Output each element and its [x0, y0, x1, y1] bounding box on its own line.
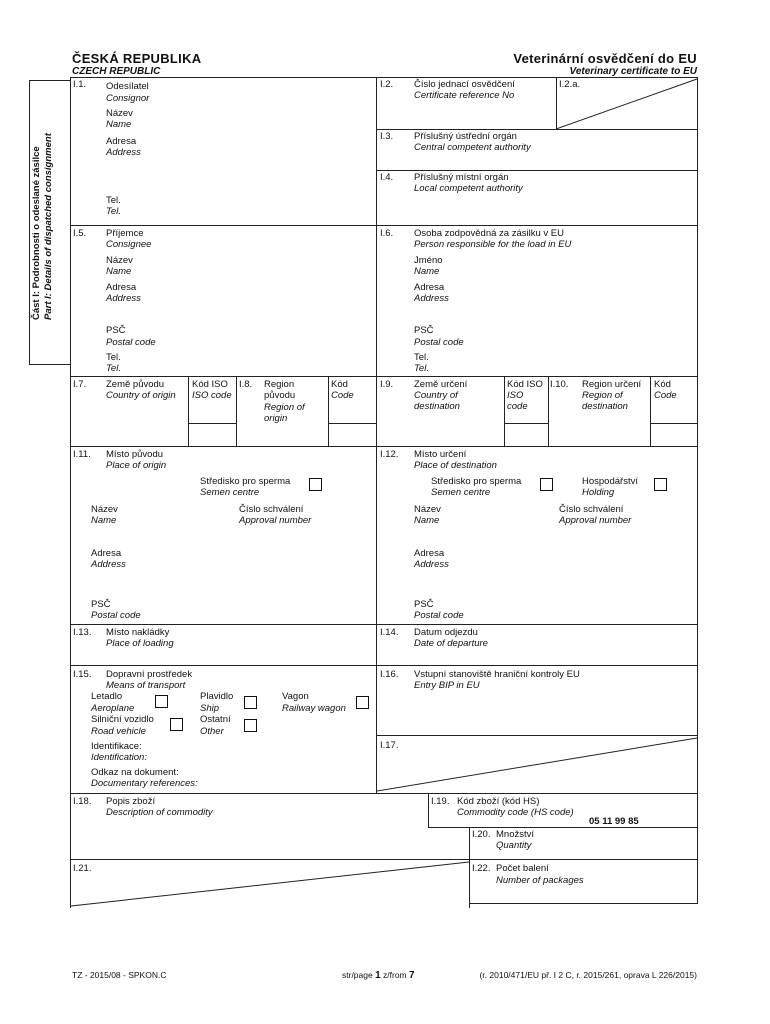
name-label-en: Name [106, 266, 132, 277]
tel-label-cz: Tel. [414, 352, 429, 363]
label-cz: Odesílatel [106, 81, 149, 92]
label-en: Consignee [106, 239, 152, 250]
approval-label-cz: Číslo schválení [239, 504, 304, 515]
box-number: I.3. [380, 131, 394, 142]
box-number: I.6. [380, 228, 394, 239]
label-en-line1: Region of [264, 402, 305, 413]
label-en-line2: origin [264, 413, 288, 424]
tel-label-cz: Tel. [106, 352, 121, 363]
railway-wagon-label-cz: Vagon [282, 691, 309, 702]
address-label-cz: Adresa [414, 282, 445, 293]
railway-wagon-label-en: Railway wagon [282, 703, 346, 714]
label-cz: Příslušný ústřední orgán [414, 131, 517, 142]
label-en: Place of loading [106, 638, 174, 649]
label-cz: Země určení [414, 379, 468, 390]
name-label-cz: Jméno [414, 255, 443, 266]
label-en: Place of origin [106, 460, 167, 471]
footer-page-indicator: str/page 1 z/from 7 [342, 970, 415, 981]
label-en: Certificate reference No [414, 90, 515, 101]
ship-checkbox[interactable] [244, 696, 257, 709]
box-number: I.17. [380, 740, 399, 751]
label-cz-line1: Region [264, 379, 295, 390]
aeroplane-checkbox[interactable] [155, 695, 168, 708]
box-number: I.14. [380, 627, 399, 638]
iso-label-en-line1: ISO [507, 390, 524, 401]
semen-centre-origin-checkbox[interactable] [309, 478, 322, 491]
box-number: I.19. [431, 796, 450, 807]
label-cz: Vstupní stanoviště hraniční kontroly EU [414, 669, 580, 680]
box-number: I.4. [380, 172, 394, 183]
address-label-cz: Adresa [414, 548, 445, 559]
box-number: I.1. [73, 79, 87, 90]
road-vehicle-label-en: Road vehicle [91, 726, 146, 737]
railway-wagon-checkbox[interactable] [356, 696, 369, 709]
box-number: I.8. [239, 379, 253, 390]
postal-label-en: Postal code [414, 337, 464, 348]
aeroplane-label-en: Aeroplane [91, 703, 135, 714]
postal-label-en: Postal code [414, 610, 464, 621]
identification-label-cz: Identifikace: [91, 741, 142, 752]
tel-label-en: Tel. [106, 206, 121, 217]
address-label-en: Address [91, 559, 126, 570]
identification-label-en: Identification: [91, 752, 147, 763]
other-transport-checkbox[interactable] [244, 719, 257, 732]
postal-label-cz: PSČ [91, 599, 111, 610]
address-label-cz: Adresa [106, 282, 137, 293]
holding-checkbox[interactable] [654, 478, 667, 491]
footer-legal-reference: (r. 2010/471/EU př. I 2 C, r. 2015/261, oprava L 226/2015) [479, 970, 697, 980]
label-en: Person responsible for the load in EU [414, 239, 572, 250]
address-label-cz: Adresa [91, 548, 122, 559]
iso-label-cz: Kód ISO [507, 379, 543, 390]
label-cz: Místo nakládky [106, 627, 170, 638]
iso-label-cz: Kód ISO [192, 379, 228, 390]
label-en: Central competent authority [414, 142, 531, 153]
label-cz: Místo původu [106, 449, 164, 460]
aeroplane-label-cz: Letadlo [91, 691, 123, 702]
code-label-cz: Kód [654, 379, 671, 390]
label-en: Country of origin [106, 390, 176, 401]
name-label-en: Name [91, 515, 117, 526]
postal-label-en: Postal code [91, 610, 141, 621]
ship-label-cz: Plavidlo [200, 691, 234, 702]
part-one-side-label: Část I: Podrobnosti o odeslané zásilce Part I: Details of dispatched consignment [31, 133, 54, 320]
name-label-en: Name [106, 119, 132, 130]
postal-label-cz: PSČ [414, 325, 434, 336]
box-number: I.20. [472, 829, 491, 840]
box-number: I.22. [472, 863, 491, 874]
address-label-en: Address [414, 293, 449, 304]
ship-label-en: Ship [200, 703, 220, 714]
label-cz: Popis zboží [106, 796, 156, 807]
box-number: I.18. [73, 796, 92, 807]
address-label-en: Address [106, 293, 141, 304]
name-label-cz: Název [91, 504, 118, 515]
road-vehicle-label-cz: Silniční vozidlo [91, 714, 154, 725]
box-number: I.13. [73, 627, 92, 638]
iso-label-en: ISO code [192, 390, 232, 401]
label-cz: Množství [496, 829, 535, 840]
label-cz: Příslušný místní orgán [414, 172, 509, 183]
label-en: Quantity [496, 840, 532, 851]
country-name-en: CZECH REPUBLIC [72, 66, 161, 77]
box-number: I.2. [380, 79, 394, 90]
label-cz: Kód zboží (kód HS) [457, 796, 540, 807]
label-en-line2: destination [582, 401, 628, 412]
code-label-cz: Kód [331, 379, 348, 390]
holding-label-cz: Hospodářství [582, 476, 638, 487]
box-number: I.15. [73, 669, 92, 680]
code-label-en: Code [331, 390, 354, 401]
certificate-title-en: Veterinary certificate to EU [569, 66, 697, 77]
label-cz: Region určení [582, 379, 642, 390]
label-en: Means of transport [106, 680, 186, 691]
postal-label-en: Postal code [106, 337, 156, 348]
box-number: I.10. [550, 379, 569, 390]
label-en: Description of commodity [106, 807, 213, 818]
tel-label-en: Tel. [414, 363, 429, 374]
name-label-en: Name [414, 266, 440, 277]
label-en: Local competent authority [414, 183, 523, 194]
tel-label-en: Tel. [106, 363, 121, 374]
semen-centre-destination-checkbox[interactable] [540, 478, 553, 491]
label-en: Place of destination [414, 460, 497, 471]
label-cz: Místo určení [414, 449, 467, 460]
address-label-en: Address [414, 559, 449, 570]
approval-label-en: Approval number [559, 515, 632, 526]
box-number: I.5. [73, 228, 87, 239]
label-en: Commodity code (HS code) [457, 807, 574, 818]
box-number: I.21. [73, 863, 92, 874]
approval-label-cz: Číslo schválení [559, 504, 624, 515]
label-en: Consignor [106, 93, 150, 104]
label-cz-line2: původu [264, 390, 296, 401]
box-number: I.12. [380, 449, 399, 460]
box-number-2a: I.2.a. [559, 79, 581, 90]
name-label-cz: Název [106, 255, 133, 266]
label-en-line1: Region of [582, 390, 623, 401]
country-name-cz: ČESKÁ REPUBLIKA [72, 51, 202, 66]
label-cz: Číslo jednací osvědčení [414, 79, 515, 90]
box-number: I.11. [73, 449, 91, 460]
label-en-line1: Country of [414, 390, 458, 401]
other-label-cz: Ostatní [200, 714, 231, 725]
postal-label-cz: PSČ [106, 325, 126, 336]
certificate-title-cz: Veterinární osvědčení do EU [513, 51, 697, 66]
documentary-ref-label-cz: Odkaz na dokument: [91, 767, 179, 778]
hs-code-value: 05 11 99 85 [589, 816, 639, 827]
name-label-en: Name [414, 515, 440, 526]
label-cz: Osoba zodpovědná za zásilku v EU [414, 228, 564, 239]
footer-form-code: TZ - 2015/08 - SPKON.C [72, 970, 167, 980]
label-en: Entry BIP in EU [414, 680, 480, 691]
postal-label-cz: PSČ [414, 599, 434, 610]
label-cz: Počet balení [496, 863, 549, 874]
name-label-cz: Název [414, 504, 441, 515]
label-en: Date of departure [414, 638, 488, 649]
documentary-ref-label-en: Documentary references: [91, 778, 198, 789]
tel-label-cz: Tel. [106, 195, 121, 206]
label-cz: Příjemce [106, 228, 144, 239]
address-label-cz: Adresa [106, 136, 137, 147]
holding-label-en: Holding [582, 487, 615, 498]
other-label-en: Other [200, 726, 224, 737]
approval-label-en: Approval number [239, 515, 312, 526]
semen-centre-label-cz: Středisko pro sperma [431, 476, 522, 487]
label-cz: Dopravní prostředek [106, 669, 193, 680]
semen-centre-label-en: Semen centre [431, 487, 491, 498]
code-label-en: Code [654, 390, 677, 401]
semen-centre-label-en: Semen centre [200, 487, 260, 498]
label-en-line2: destination [414, 401, 460, 412]
box-number: I.9. [380, 379, 394, 390]
road-vehicle-checkbox[interactable] [170, 718, 183, 731]
semen-centre-label-cz: Středisko pro sperma [200, 476, 291, 487]
address-label-en: Address [106, 147, 141, 158]
name-label-cz: Název [106, 108, 133, 119]
iso-label-en-line2: code [507, 401, 528, 412]
label-cz: Země původu [106, 379, 165, 390]
label-en: Number of packages [496, 875, 584, 886]
box-number: I.7. [73, 379, 87, 390]
box-number: I.16. [380, 669, 399, 680]
label-cz: Datum odjezdu [414, 627, 478, 638]
